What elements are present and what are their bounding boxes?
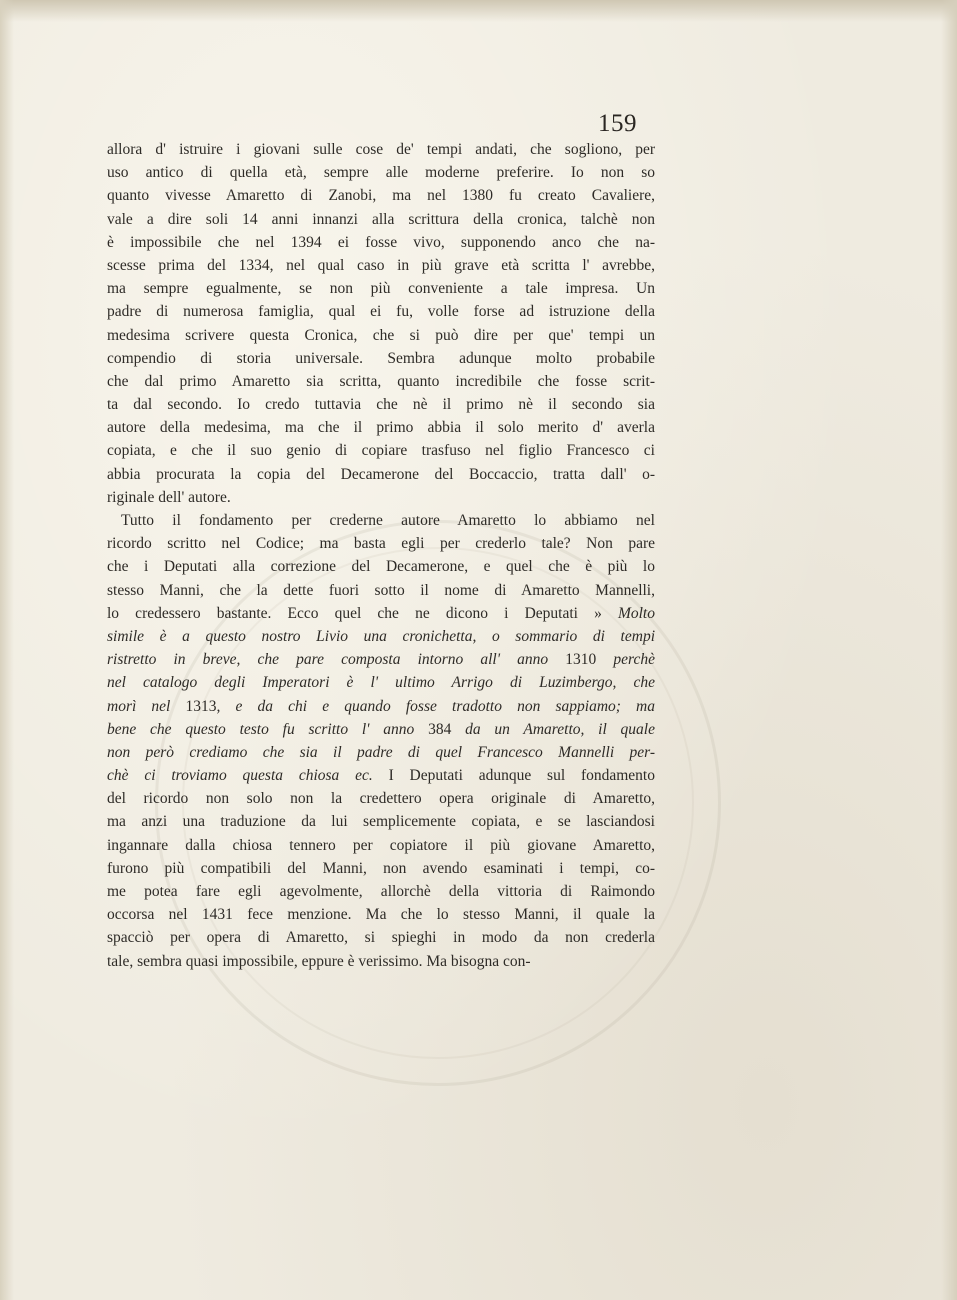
paragraph (107, 138, 655, 509)
text-run: vale a dire soli 14 anni innanzi alla scrittura della cronica, talchè non (107, 210, 655, 228)
text-line (107, 254, 655, 277)
text-line (107, 695, 655, 718)
italic-text-run: chè ci troviamo questa chiosa ec. (107, 767, 373, 785)
text-line (107, 764, 655, 787)
text-line (107, 625, 655, 648)
text-run: ma sempre egualmente, se non più conveniente a tale impresa. Un (107, 280, 655, 298)
text-run: uso antico di quella età, sempre alle moderne preferire. Io non so (107, 164, 655, 182)
italic-text-run: ristretto in breve, che pare composta intorno all' anno (107, 651, 566, 669)
text-run: 384 (428, 720, 466, 738)
text-run: riginale dell' autore. (107, 488, 231, 506)
italic-text-run: , e da chi e quando fosse tradotto non sappiamo; ma (216, 697, 655, 715)
text-line (107, 184, 655, 207)
text-line (107, 648, 655, 671)
text-run: occorsa nel 1431 fece menzione. Ma che lo stesso Manni, il quale la (107, 906, 655, 924)
text-line (107, 950, 655, 973)
text-line (107, 393, 655, 416)
text-line (107, 718, 655, 741)
text-line (107, 370, 655, 393)
text-line (107, 926, 655, 949)
text-line (107, 509, 655, 532)
text-line (107, 555, 655, 578)
text-line (107, 741, 655, 764)
text-run: Tutto il fondamento per crederne autore Amaretto lo abbiamo nel (121, 512, 655, 529)
text-line (107, 602, 655, 625)
text-line (107, 416, 655, 439)
text-run: che i Deputati alla correzione del Decamerone, e quel che è più lo (107, 558, 655, 576)
italic-text-run: da un Amaretto, il quale (465, 720, 655, 738)
text-run: lo credessero bastante. Ecco quel che ne dicono i Deputati » (107, 604, 618, 622)
text-run: abbia procurata la copia del Decamerone del Boccaccio, tratta dall' o- (107, 465, 655, 483)
text-line (107, 810, 655, 833)
text-line (107, 439, 655, 462)
italic-text-run: nel catalogo degli Imperatori è l' ultimo Arrigo di Luzimbergo, che (107, 674, 655, 692)
body-text (107, 138, 655, 973)
text-run: scesse prima del 1334, nel qual caso in più grave età scritta l' avrebbe, (107, 256, 655, 274)
text-run: è impossibile che nel 1394 ei fosse vivo, supponendo anco che na- (107, 233, 655, 251)
text-run: 1310 (565, 651, 614, 669)
italic-text-run: Molto (617, 604, 655, 622)
text-run: padre di numerosa famiglia, qual ei fu, volle forse ad istruzione della (107, 303, 655, 321)
text-line (107, 277, 655, 300)
text-line (107, 463, 655, 486)
text-line (107, 579, 655, 602)
text-line (107, 857, 655, 880)
text-run: autore della medesima, ma che il primo abbia il solo merito d' averla (107, 419, 655, 437)
page-top-edge-shadow (0, 0, 957, 22)
text-run: spacciò per opera di Amaretto, si spieghi in modo da non crederla (107, 929, 655, 947)
text-run: me potea fare egli agevolmente, allorchè della vittoria di Raimondo (107, 883, 655, 900)
paragraph (107, 509, 655, 973)
text-run: ingannare dalla chiosa tennero per copiatore il più giovane Amaretto, (107, 836, 655, 854)
text-line (107, 324, 655, 347)
italic-text-run: bene che questo testo fu scritto l' anno (107, 720, 429, 738)
text-line (107, 834, 655, 857)
italic-text-run: perchè (613, 651, 656, 669)
text-line (107, 880, 655, 903)
text-run: che dal primo Amaretto sia scritta, quanto incredibile che fosse scrit- (107, 372, 655, 390)
page-right-edge-shadow (941, 0, 957, 1300)
text-line (107, 208, 655, 231)
text-line (107, 532, 655, 555)
text-run: quanto vivesse Amaretto di Zanobi, ma nel 1380 fu creato Cavaliere, (107, 187, 655, 205)
text-run: medesima scrivere questa Cronica, che si può dire per que' tempi un (107, 326, 655, 344)
text-run: del ricordo non solo non la credettero opera originale di Amaretto, (107, 790, 655, 808)
text-line (107, 138, 655, 161)
text-run: stesso Manni, che la dette fuori sotto il nome di Amaretto Mannelli, (107, 581, 655, 599)
text-line (107, 300, 655, 323)
text-run: furono più compatibili del Manni, non avendo esaminati i tempi, co- (107, 859, 655, 877)
text-line (107, 231, 655, 254)
text-run: allora d' istruire i giovani sulle cose de' tempi andati, che sogliono, per (107, 141, 655, 158)
text-line (107, 787, 655, 810)
text-line (107, 347, 655, 370)
text-run: 1313 (185, 697, 217, 715)
text-line (107, 486, 655, 509)
text-run: ta dal secondo. Io credo tuttavia che nè il primo nè il secondo sia (107, 396, 655, 414)
text-line (107, 671, 655, 694)
text-run: ma anzi una traduzione da lui semplicemente copiata, e se lasciandosi (107, 813, 655, 831)
text-line (107, 161, 655, 184)
text-run: compendio di storia universale. Sembra adunque molto probabile (107, 349, 655, 367)
text-run: I Deputati adunque sul fondamento (372, 767, 655, 785)
italic-text-run: non però crediamo che sia il padre di quel Francesco Mannelli per- (107, 743, 655, 761)
text-line (107, 903, 655, 926)
text-run: tale, sembra quasi impossibile, eppure è verissimo. Ma bisogna con- (107, 952, 531, 970)
italic-text-run: morì nel (107, 697, 186, 715)
text-run: copiata, e che il suo genio di copiare trasfuso nel figlio Francesco ci (107, 442, 655, 460)
text-run: ricordo scritto nel Codice; ma basta egli per crederlo tale? Non pare (107, 535, 655, 553)
page-number: 159 (598, 110, 637, 137)
page-left-edge-shadow (0, 0, 14, 1300)
italic-text-run: simile è a questo nostro Livio una cronichetta, o sommario di tempi (107, 627, 655, 645)
